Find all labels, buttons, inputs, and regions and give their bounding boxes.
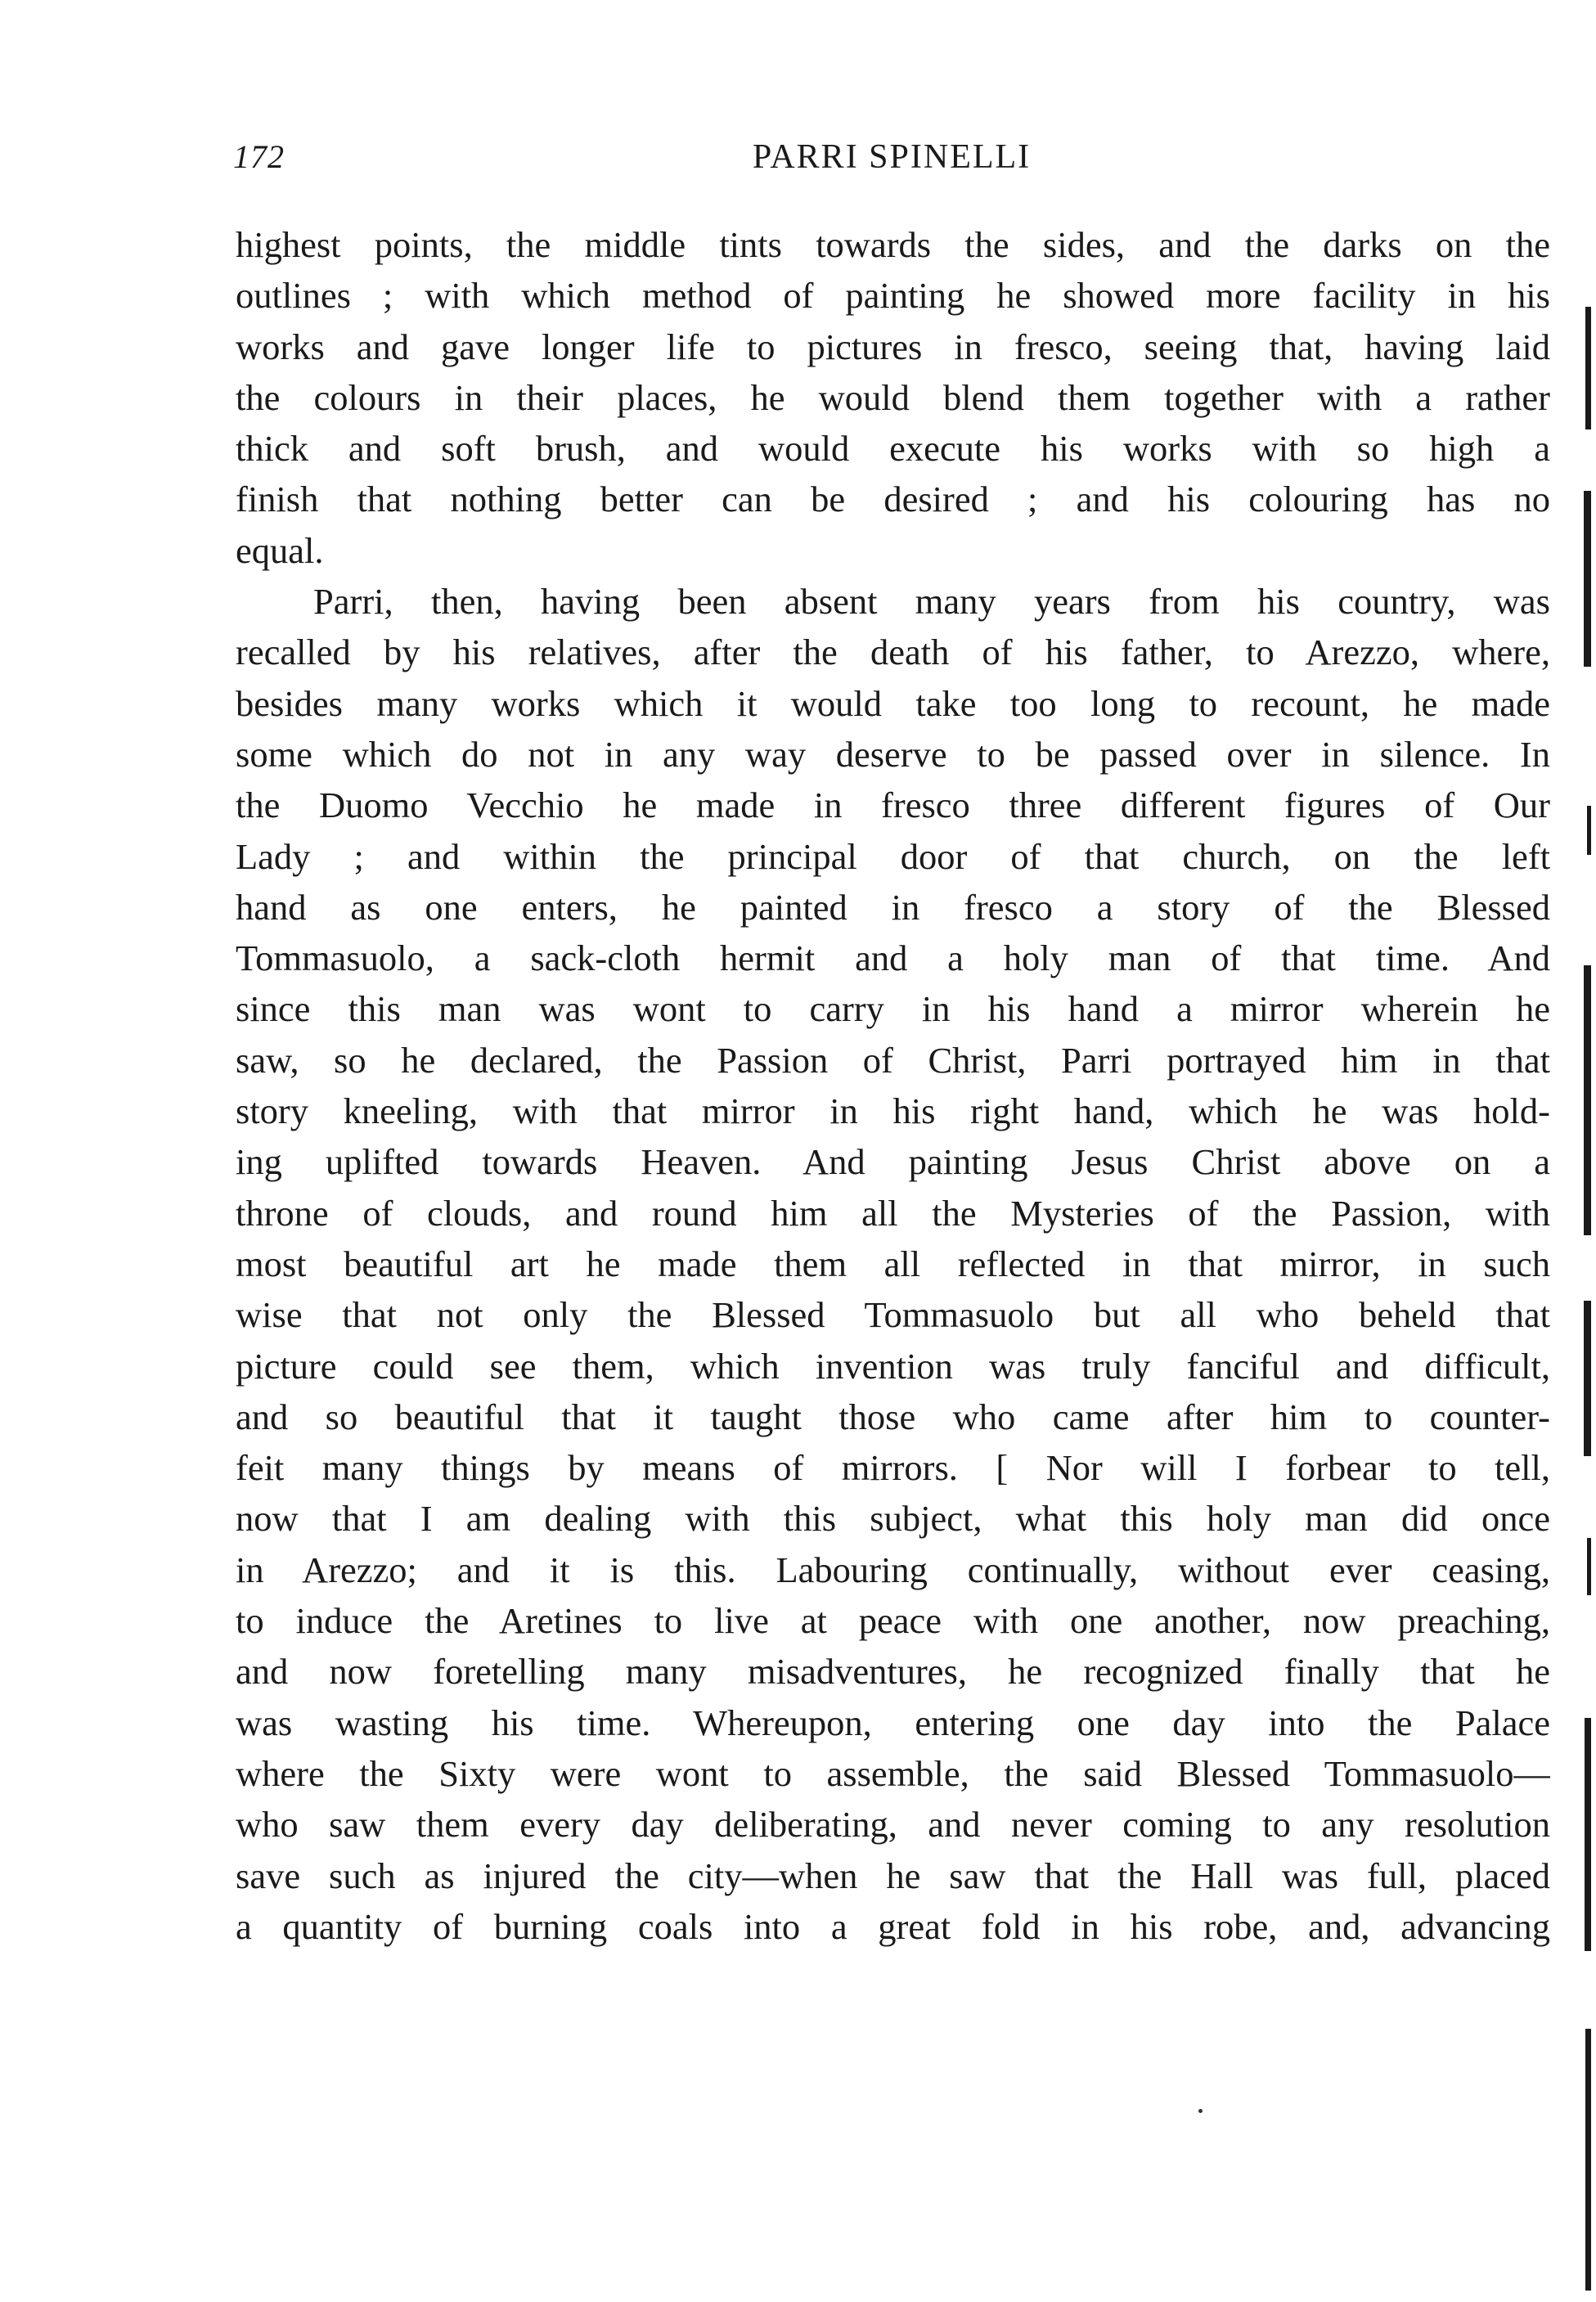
text-line: wise that not only the Blessed Tommasuolo but all who beheld that xyxy=(236,1294,1550,1336)
margin-scan-mark xyxy=(1587,806,1591,855)
text-line: who saw them every day deliberating, and never coming to any resolution xyxy=(236,1804,1550,1846)
running-head: PARRI SPINELLI xyxy=(752,138,1032,176)
text-line: finish that nothing better can be desired ; and his colouring has no xyxy=(236,479,1550,520)
text-line: a quantity of burning coals into a great fold in his robe, and, advancing xyxy=(236,1905,1550,1947)
text-line: now that I am dealing with this subject, what this holy man did once xyxy=(236,1498,1550,1540)
text-line: in Arezzo; and it is this. Labouring continually, without ever ceasing, xyxy=(236,1549,1550,1590)
text-line: saw, so he declared, the Passion of Christ, Parri portrayed him in that xyxy=(236,1039,1550,1081)
margin-scan-mark xyxy=(1584,965,1591,1235)
margin-scan-mark xyxy=(1585,1718,1591,1951)
text-line: since this man was wont to carry in his hand a mirror wherein he xyxy=(236,988,1550,1030)
margin-scan-mark xyxy=(1587,1538,1591,1595)
text-line: recalled by his relatives, after the death of his father, to Arezzo, where, xyxy=(236,632,1550,673)
scan-speck xyxy=(1198,2109,1203,2113)
page-number: 172 xyxy=(233,138,285,175)
text-line: equal. xyxy=(236,529,324,571)
text-line: picture could see them, which invention was truly fanciful and difficult, xyxy=(236,1345,1550,1387)
text-line: throne of clouds, and round him all the Mysteries of the Passion, with xyxy=(236,1192,1550,1234)
body-text xyxy=(236,219,1550,1952)
text-line: was wasting his time. Whereupon, entering one day into the Palace xyxy=(236,1702,1550,1743)
text-line: save such as injured the city—when he saw that the Hall was full, placed xyxy=(236,1855,1550,1896)
text-line: feit many things by means of mirrors. [ Nor will I forbear to tell, xyxy=(236,1447,1550,1489)
text-line: most beautiful art he made them all reflected in that mirror, in such xyxy=(236,1243,1550,1284)
paragraph-first-line: Parri, then, having been absent many years from his country, was xyxy=(313,581,1550,623)
margin-scan-mark xyxy=(1584,1301,1591,1456)
text-line: the Duomo Vecchio he made in fresco three different figures of Our xyxy=(236,785,1550,826)
margin-scan-mark xyxy=(1585,2029,1591,2291)
text-line: Lady ; and within the principal door of that church, on the left xyxy=(236,835,1550,877)
text-line: the colours in their places, he would blend them together with a rather xyxy=(236,376,1550,418)
text-line: Tommasuolo, a sack-cloth hermit and a holy man of that time. And xyxy=(236,937,1550,979)
text-line: and so beautiful that it taught those who came after him to counter- xyxy=(236,1396,1550,1437)
margin-scan-mark xyxy=(1584,491,1591,667)
text-line: some which do not in any way deserve to be passed over in silence. In xyxy=(236,733,1550,775)
margin-scan-mark xyxy=(1585,307,1591,429)
text-line: to induce the Aretines to live at peace with one another, now preaching, xyxy=(236,1600,1550,1642)
text-line: besides many works which it would take too long to recount, he made xyxy=(236,682,1550,724)
text-line: works and gave longer life to pictures in fresco, seeing that, having laid xyxy=(236,326,1550,367)
text-line: highest points, the middle tints towards the sides, and the darks on the xyxy=(236,224,1550,265)
text-line: and now foretelling many misadventures, he recognized finally that he xyxy=(236,1651,1550,1693)
text-line: thick and soft brush, and would execute his works with so high a xyxy=(236,428,1550,470)
text-line: outlines ; with which method of painting he showed more facility in his xyxy=(236,275,1550,317)
text-line: hand as one enters, he painted in fresco a story of the Blessed xyxy=(236,886,1550,928)
text-line: story kneeling, with that mirror in his right hand, which he was hold- xyxy=(236,1090,1550,1132)
page-header xyxy=(233,137,1550,187)
text-line: where the Sixty were wont to assemble, the said Blessed Tommasuolo— xyxy=(236,1752,1550,1794)
text-line: ing uplifted towards Heaven. And painting Jesus Christ above on a xyxy=(236,1141,1550,1183)
